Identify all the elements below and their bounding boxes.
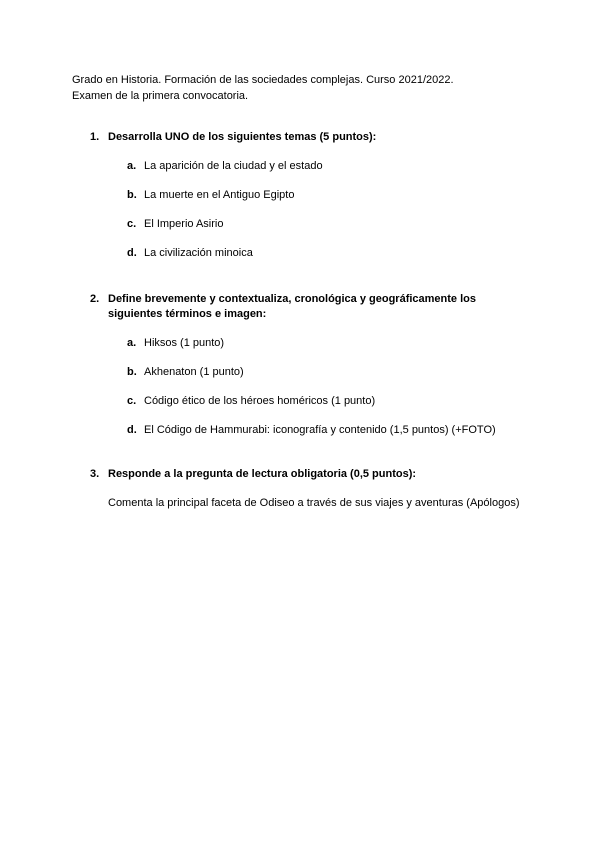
list-item bbox=[127, 423, 530, 438]
question-title: Responde a la pregunta de lectura obligatoria (0,5 puntos): bbox=[108, 468, 417, 480]
list-item bbox=[127, 188, 530, 203]
item-text: Akhenaton (1 punto) bbox=[144, 366, 244, 378]
list-item bbox=[127, 336, 530, 351]
item-text: La civilización minoica bbox=[144, 247, 253, 259]
question-number: 2. bbox=[90, 293, 100, 305]
item-text: La muerte en el Antiguo Egipto bbox=[144, 189, 295, 201]
question-2 bbox=[90, 292, 530, 438]
question-title: Define brevemente y contextualiza, cronológica y geográficamente los siguientes términos e imagen: bbox=[108, 293, 477, 320]
item-text: El Código de Hammurabi: iconografía y contenido (1,5 puntos) (+FOTO) bbox=[144, 424, 496, 436]
question-3 bbox=[90, 467, 530, 511]
header-exam-line: Examen de la primera convocatoria. bbox=[72, 90, 249, 102]
item-letter: b. bbox=[127, 366, 137, 378]
question-number: 1. bbox=[90, 131, 100, 143]
list-item bbox=[127, 246, 530, 261]
question-1 bbox=[90, 130, 530, 261]
question-2-items bbox=[127, 336, 530, 438]
item-text: La aparición de la ciudad y el estado bbox=[144, 160, 323, 172]
header-course-line: Grado en Historia. Formación de las sociedades complejas. Curso 2021/2022. bbox=[72, 74, 454, 86]
item-text: Código ético de los héroes homéricos (1 punto) bbox=[144, 395, 376, 407]
question-1-items bbox=[127, 159, 530, 261]
item-letter: d. bbox=[127, 247, 137, 259]
item-letter: c. bbox=[127, 395, 137, 407]
item-letter: b. bbox=[127, 189, 137, 201]
exam-header bbox=[72, 72, 454, 104]
list-item bbox=[127, 159, 530, 174]
list-item bbox=[127, 394, 530, 409]
list-item bbox=[127, 365, 530, 380]
item-letter: a. bbox=[127, 337, 137, 349]
item-letter: a. bbox=[127, 160, 137, 172]
item-text: Hiksos (1 punto) bbox=[144, 337, 225, 349]
item-letter: c. bbox=[127, 218, 137, 230]
question-3-prompt: Comenta la principal faceta de Odiseo a través de sus viajes y aventuras (Apólogos) bbox=[108, 497, 520, 509]
question-number: 3. bbox=[90, 468, 100, 480]
question-title: Desarrolla UNO de los siguientes temas (5 puntos): bbox=[108, 131, 377, 143]
item-letter: d. bbox=[127, 424, 137, 436]
item-text: El Imperio Asirio bbox=[144, 218, 224, 230]
list-item bbox=[127, 217, 530, 232]
